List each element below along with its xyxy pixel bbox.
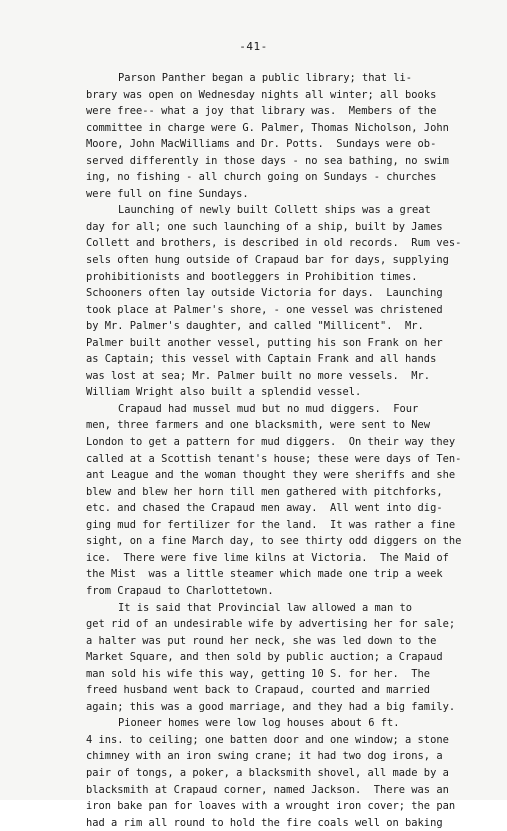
text-line: chimney with an iron swing crane; it had two dog irons, a (86, 750, 443, 763)
text-line: blacksmith at Crapaud corner, named Jackson. There was an (86, 783, 449, 796)
text-line: men, three farmers and one blacksmith, were sent to New (86, 419, 431, 432)
text-line: blew and blew her horn till men gathered with pitchforks, (86, 485, 443, 498)
text-line: etc. and chased the Crapaud men away. All went into dig- (86, 502, 443, 515)
text-line: Launching of newly built Collett ships was a great (118, 204, 431, 217)
text-line: were free-- what a joy that library was. Members of the (86, 105, 437, 118)
text-line: man sold his wife this way, getting 10 S. for her. The (86, 667, 431, 680)
text-line: It is said that Provincial law allowed a man to (118, 601, 413, 614)
text-line: Market Square, and then sold by public auction; a Crapaud (86, 651, 443, 664)
text-line: ing, no fishing - all church going on Sundays - churches (86, 171, 437, 184)
text-line: day for all; one such launching of a ship, built by James (86, 220, 443, 233)
page-number: -41- (239, 40, 268, 53)
body-text (86, 70, 506, 831)
text-line: prohibitionists and bootleggers in Prohibition times. (86, 270, 418, 283)
text-line: committee in charge were G. Palmer, Thomas Nicholson, John (86, 121, 449, 134)
text-line: iron bake pan for loaves with a wrought iron cover; the pan (86, 800, 456, 813)
text-line: served differently in those days - no sea bathing, no swim (86, 154, 449, 167)
text-line: 4 ins. to ceiling; one batten door and one window; a stone (86, 733, 449, 746)
text-line: London to get a pattern for mud diggers. On their way they (86, 436, 456, 449)
text-line: again; this was a good marriage, and they had a big family. (86, 700, 456, 713)
text-line: freed husband went back to Crapaud, courted and married (86, 684, 431, 697)
text-line: Crapaud had mussel mud but no mud diggers. Four (118, 402, 419, 415)
text-line: Moore, John MacWilliams and Dr. Potts. Sundays were ob- (86, 138, 437, 151)
text-line: were full on fine Sundays. (86, 187, 249, 200)
text-line: called at a Scottish tenant's house; these were days of Ten- (86, 452, 462, 465)
text-line: Pioneer homes were low log houses about 6 ft. (118, 717, 400, 730)
text-line: a halter was put round her neck, she was led down to the (86, 634, 437, 647)
text-line: William Wright also built a splendid vessel. (86, 386, 362, 399)
text-line: Collett and brothers, is described in old records. Rum ves- (86, 237, 462, 250)
text-line: ging mud for fertilizer for the land. It was rather a fine (86, 518, 456, 531)
text-line: sels often hung outside of Crapaud bar for days, supplying (86, 254, 449, 267)
text-line: Palmer built another vessel, putting his son Frank on her (86, 336, 443, 349)
text-line: took place at Palmer's shore, - one vessel was christened (86, 303, 443, 316)
text-line: as Captain; this vessel with Captain Frank and all hands (86, 353, 437, 366)
text-line: the Mist was a little steamer which made one trip a week (86, 568, 443, 581)
text-line: ice. There were five lime kilns at Victoria. The Maid of (86, 551, 449, 564)
text-line: sight, on a fine March day, to see thirty odd diggers on the (86, 535, 462, 548)
text-line: ant League and the woman thought they were sheriffs and she (86, 469, 456, 482)
text-line: Schooners often lay outside Victoria for days. Launching (86, 287, 443, 300)
text-line: by Mr. Palmer's daughter, and called "Millicent". Mr. (86, 320, 424, 333)
text-line: Parson Panther began a public library; that li- (118, 72, 413, 84)
text-line: from Crapaud to Charlottetown. (86, 584, 274, 597)
text-line: get rid of an undesirable wife by advertising her for sale; (86, 618, 456, 631)
text-line: brary was open on Wednesday nights all winter; all books (86, 88, 437, 101)
text-line: was lost at sea; Mr. Palmer built no more vessels. Mr. (86, 369, 431, 382)
text-line: had a rim all round to hold the fire coals well on baking (86, 816, 443, 829)
text-line: pair of tongs, a poker, a blacksmith shovel, all made by a (86, 766, 449, 779)
